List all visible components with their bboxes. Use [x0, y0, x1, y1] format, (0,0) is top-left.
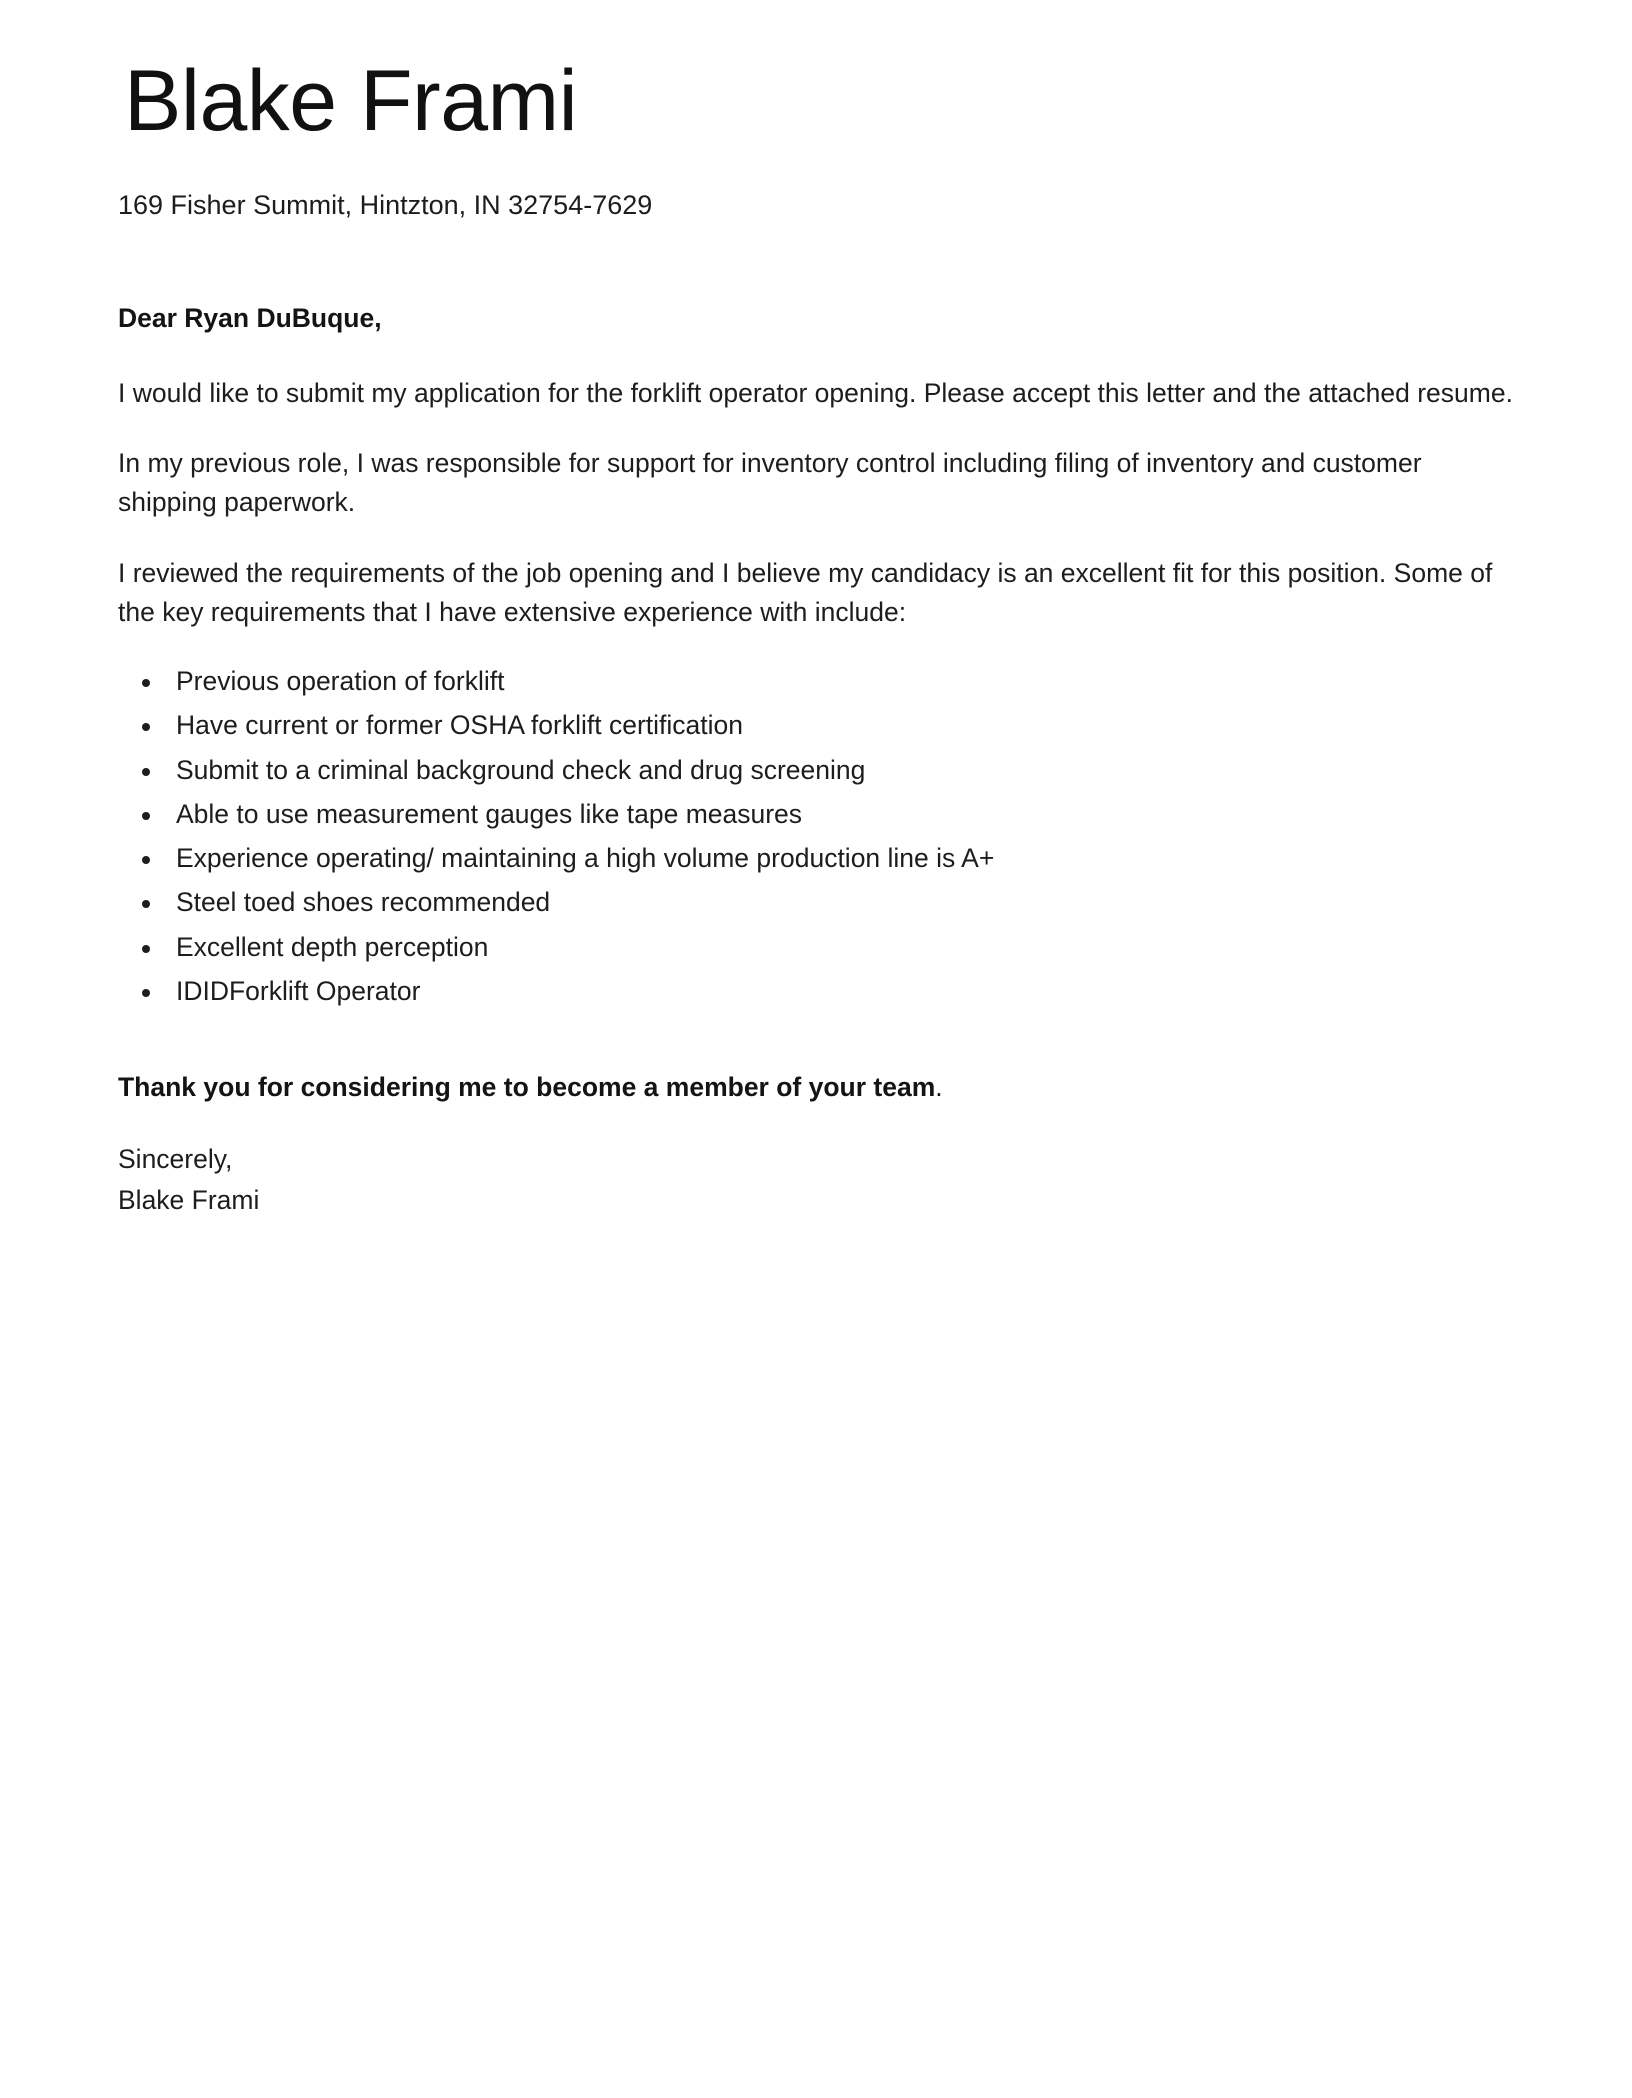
paragraph-experience: In my previous role, I was responsible for support for inventory control including filing of inventory and customer shipping paperwork. [118, 448, 1422, 518]
list-item: Excellent depth perception [140, 932, 1514, 976]
requirements-list [118, 666, 1514, 1020]
page-title: Blake Frami [124, 53, 578, 149]
letter-content [118, 299, 1514, 1221]
closing-thanks [118, 1068, 1514, 1106]
salutation: Dear Ryan DuBuque, [118, 303, 382, 334]
closing-thanks-period: . [935, 1071, 943, 1102]
list-item: Previous operation of forklift [140, 666, 1514, 710]
signature-name: Blake Frami [118, 1184, 260, 1215]
signoff-line: Sincerely, [118, 1144, 233, 1175]
applicant-address: 169 Fisher Summit, Hintzton, IN 32754-7629 [118, 190, 653, 220]
paragraph-intro: I would like to submit my application for the forklift operator opening. Please accept this letter and the attached resume. [118, 377, 1513, 408]
list-item: Have current or former OSHA forklift certification [140, 710, 1514, 754]
list-item: Able to use measurement gauges like tape measures [140, 799, 1514, 843]
list-item: Experience operating/ maintaining a high volume production line is A+ [140, 843, 1514, 887]
closing-thanks-text: Thank you for considering me to become a member of your team [118, 1071, 936, 1102]
list-item: IDIDForklift Operator [140, 976, 1514, 1020]
list-item: Steel toed shoes recommended [140, 887, 1514, 931]
signature-block [118, 1140, 1514, 1221]
paragraph-requirements-intro: I reviewed the requirements of the job opening and I believe my candidacy is an excellent fit for this position. Some of the key requirements that I have extensive experience with include: [118, 558, 1493, 628]
list-item: Submit to a criminal background check and drug screening [140, 755, 1514, 799]
